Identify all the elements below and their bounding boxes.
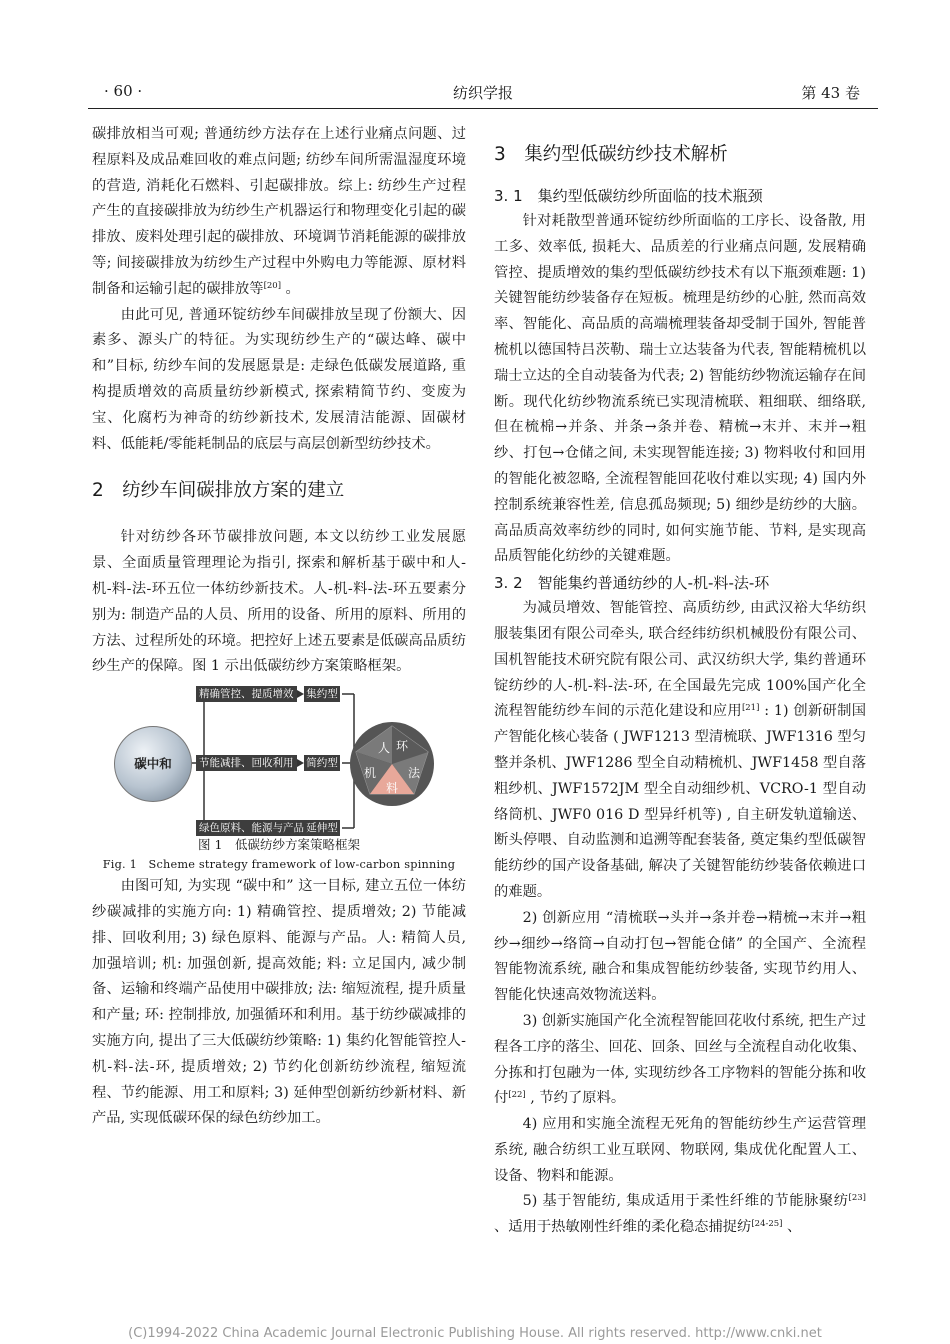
pentagon-ji: 机 <box>364 766 377 781</box>
paragraph: 5) 基于智能纺, 集成适用于柔性纤维的节能脉聚纺[23] 、适用于热敏刚性纤维的柔化稳态捕捉纺[24-25] 、 <box>494 1193 866 1236</box>
citation[interactable]: [20] <box>263 280 282 291</box>
page-header <box>88 76 878 106</box>
pentagon-ren: 人 <box>378 741 391 756</box>
header-rule <box>88 108 878 109</box>
figure-1 <box>92 686 466 834</box>
right-column <box>494 122 866 1241</box>
citation[interactable]: [22] <box>508 1090 526 1101</box>
citation[interactable]: [21] <box>741 703 760 714</box>
paragraph: 针对纺纱各环节碳排放问题, 本文以纺纱工业发展愿景、全面质量管理理论为指引, 探索和解析基于碳中和人-机-料-法-环五位一体纺纱新技术。人-机-料-法-环五要素分别为: 制造产品的人员、所用的设备、所用的原料、所用的方法、过程所处的环境。把控好上述五要素是低碳高品质纺纱生产的保障。图 1 示出低碳纺纱方案策略框架。 <box>92 529 466 675</box>
branch-label-1: 精确管控、提质增效 <box>196 686 297 702</box>
output-jianyue: 简约型 <box>304 755 340 771</box>
figure-caption-cn: 图 1 低碳纺纱方案策略框架 <box>198 837 360 853</box>
paragraph: 由图可知, 为实现 “碳中和” 这一目标, 建立五位一体纺纱碳减排的实施方向: 1) 精确管控、提质增效; 2) 节能减排、回收利用; 3) 绿色原料、能源与产品。人: 精简人员, 加强培训; 机: 加强创新, 提高效能; 料: 立足国内, 减少制备、运输和终端产品使用中碳排放; 法: 缩短流程, 提升质量和产量; 环: 控制排放, 加强循环和利用。基于纺纱碳减排的实施方向, 提出了三大低碳纺纱策略: 1) 集约化智能管控人-机-料-法-环, 提质增效; 2) 节约化创新纺纱流程, 缩短流程、节约能源、用工和原料; 3) 延伸型创新纺纱新材料、新产品, 实现低碳环保的绿色纺纱加工。 <box>92 878 466 1127</box>
subsection-heading-3-1: 3. 1 集约型低碳纺纱所面临的技术瓶颈 <box>494 187 763 205</box>
pentagon-liao: 料 <box>386 781 399 796</box>
journal-name: 纺织学报 <box>452 84 513 102</box>
citation[interactable]: [23] <box>848 1193 866 1204</box>
output-yanshen: 延伸型 <box>304 820 340 836</box>
page-number: · 60 · <box>104 82 143 100</box>
carbon-neutral-globe: 碳中和 <box>114 726 192 802</box>
paragraph: 针对耗散型普通环锭纺纱所面临的工序长、设备散, 用工多、效率低, 损耗大、品质差的行业痛点问题, 发展精确管控、提质增效的集约型低碳纺纱技术有以下瓶颈难题: 1) 关键智能纺纱装备存在短板。梳理是纺纱的心脏, 然而高效率、智能化、高品质的高端梳理装备却受制于国外, 智能普梳机以德国特吕茨勒、瑞士立达装备为代表, 智能精梳机以瑞士立达的全自动装备为代表; 2) 智能纺纱物流运输存在间断。现代化纺纱物流系统已实现清梳联、粗细联、细络联, 但在梳棉→并条、并条→条并卷、精梳→末并、末并→粗纱、打包→仓储之间, 未实现智能连接; 3) 物料收付和回用的智能化被忽略, 全流程智能回花收付难以实现; 4) 国内外控制系统兼容性差, 信息孤岛频现; 5) 细纱是纺纱的大脑。高品质高效率纺纱的同时, 如何实施节能、节料, 是实现高品质智能化纺纱的关键难题。 <box>494 213 866 565</box>
pentagon-fa: 法 <box>408 766 421 781</box>
paragraph: 由此可见, 普通环锭纺纱车间碳排放呈现了份额大、因素多、源头广的特征。为实现纺纱生产的“碳达峰、碳中和”目标, 纺纱车间的发展愿景是: 走绿色低碳发展道路, 重构提质增效的高质量纺纱新模式, 探索精简节约、变废为宝、化腐朽为神奇的纺纱新技术, 发展清洁能源、固碳材料、低能耗/零能耗制品的底层与高层创新型纺纱技术。 <box>92 306 466 452</box>
output-jiyue: 集约型 <box>304 686 340 702</box>
copyright-footer: (C)1994-2022 China Academic Journal Electronic Publishing House. All rights reserved. http://www.cnki.net <box>128 1326 822 1341</box>
volume-label: 第 43 卷 <box>801 84 860 102</box>
paragraph: 为减员增效、智能管控、高质纺纱, 由武汉裕大华纺织服装集团有限公司牵头, 联合经纬纺织机械股份有限公司、国机智能技术研究院有限公司、武汉纺织大学, 集约普通环锭纺纱的人-机-料-法-环, 在全国最先完成 100%国产化全流程智能纺纱车间的示范化建设和应用[21] : 1) 创新研制国产智能化核心装备 ( JWF1213 型清梳联、JWF1316 型匀整并条机、JWF1286 型全自动精梳机、JWF1458 型自落粗纱机、JWF1572JM 型全自动细纱机、VCRO-1 型自动络筒机、JWF0 016 D 型异纤机等) , 自主研发轨道输送、断头停喂、自动监测和追溯等配套装备, 奠定集约型低碳智能纺纱的国产设备基础, 解决了关键智能纺纱装备依赖进口的难题。 <box>494 600 867 900</box>
section-heading-2: 2 纺纱车间碳排放方案的建立 <box>92 480 345 502</box>
section-heading-3: 3 集约型低碳纺纱技术解析 <box>494 144 728 165</box>
subsection-heading-3-2: 3. 2 智能集约普通纺纱的人-机-料-法-环 <box>494 574 770 593</box>
paragraph: 2) 创新应用 “清梳联→头并→条并卷→精梳→末并→粗纱→细纱→络筒→自动打包→智能仓储” 的全国产、全流程智能物流系统, 融合和集成智能纺纱装备, 实现节约用人、智能化快速高效物流送料。 <box>494 909 866 1004</box>
figure-caption-en: Fig. 1 Scheme strategy framework of low-carbon spinning <box>102 858 456 872</box>
branch-label-3: 绿色原料、能源与产品 <box>196 820 307 836</box>
left-column <box>92 122 466 1132</box>
citation[interactable]: [24-25] <box>751 1219 783 1230</box>
branch-label-2: 节能减排、回收利用 <box>196 755 297 771</box>
pentagon-huan: 环 <box>396 739 409 754</box>
paragraph: 4) 应用和实施全流程无死角的智能纺纱生产运营管理系统, 融合纺织工业互联网、物联网, 集成优化配置人工、设备、物料和能源。 <box>494 1116 866 1184</box>
paragraph: 碳排放相当可观; 普通纺纱方法存在上述行业痛点问题、过程原料及成品难回收的难点问题; 纺纱车间所需温湿度环境的营造, 消耗化石燃料、引起碳排放。综上: 纺纱生产过程产生的直接碳排放为纺纱生产机器运行和物理变化引起的碳排放、废料处理引起的碳排放、环境调节消耗能源的碳排放等; 间接碳排放为纺纱生产过程中外购电力等能源、原材料制备和运输引起的碳排放等[20] 。 <box>92 126 466 297</box>
paragraph: 3) 创新实施国产化全流程智能回花收付系统, 把生产过程各工序的落尘、回花、回条、回丝与全流程自动化收集、分拣和打包融为一体, 实现纺纱各工序物料的智能分拣和收付[22] , 节约了原料。 <box>494 1012 866 1107</box>
